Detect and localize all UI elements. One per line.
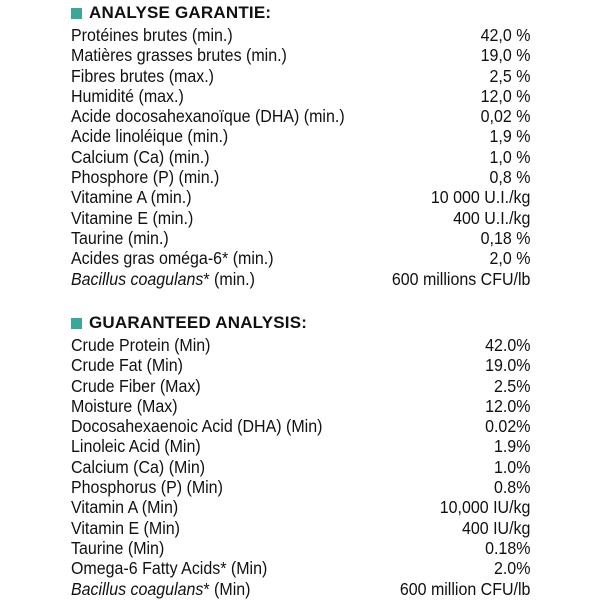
nutrient-value: 2.0%	[493, 558, 531, 579]
nutrient-label: Vitamin A (Min)	[71, 497, 179, 518]
nutrient-row	[71, 355, 530, 375]
nutrient-value: 1,9 %	[489, 126, 531, 147]
square-bullet-icon	[71, 8, 82, 19]
nutrient-value: 0,02 %	[480, 106, 531, 127]
nutrient-row	[71, 538, 530, 558]
nutrient-label: Acides gras oméga-6* (min.)	[71, 248, 274, 269]
nutrient-value: 400 IU/kg	[461, 517, 531, 538]
nutrient-row	[71, 106, 530, 126]
nutrient-value: 12,0 %	[480, 85, 531, 106]
nutrient-value: 2,5 %	[489, 65, 531, 86]
nutrient-value: 10 000 U.I./kg	[430, 187, 531, 208]
nutrient-value: 10,000 IU/kg	[439, 497, 531, 518]
nutrient-label: Moisture (Max)	[71, 395, 178, 416]
nutrient-label	[71, 269, 255, 289]
nutrient-label: Taurine (Min)	[71, 537, 165, 558]
nutrient-label: Crude Protein (Min)	[71, 335, 211, 355]
nutrient-value: 42.0%	[485, 335, 531, 355]
nutrient-row	[71, 45, 530, 65]
nutrient-label: Calcium (Ca) (Min)	[71, 456, 206, 477]
nutrient-row	[71, 126, 530, 146]
nutrient-value: 19.0%	[485, 355, 531, 376]
nutrient-row	[71, 208, 530, 228]
nutrient-value: 600 millions CFU/lb	[391, 268, 531, 289]
nutrient-row	[71, 248, 530, 268]
nutrient-label: Fibres brutes (max.)	[71, 65, 215, 86]
nutrient-label: Acide docosahexanoïque (DHA) (min.)	[71, 106, 345, 127]
nutrient-label: Vitamin E (Min)	[71, 517, 180, 538]
analyse-garantie-section	[71, 2, 531, 289]
nutrient-label	[71, 579, 250, 599]
nutrient-value: 1,0 %	[489, 146, 531, 167]
nutrient-value: 19,0 %	[480, 45, 531, 66]
nutrient-value: 0.02%	[485, 416, 531, 437]
nutrient-value: 600 million CFU/lb	[399, 578, 531, 599]
nutrient-row	[71, 436, 530, 456]
nutrient-label: Vitamine E (min.)	[71, 207, 194, 228]
nutrient-value: 2.5%	[493, 375, 531, 396]
nutrient-row	[71, 269, 530, 289]
nutrient-row	[71, 66, 530, 86]
nutrient-label-italic: Bacillus coagulans	[71, 578, 204, 599]
nutrient-row	[71, 497, 530, 517]
nutrient-row	[71, 457, 530, 477]
section-heading	[71, 2, 531, 24]
nutrient-label-italic: Bacillus coagulans	[71, 268, 204, 289]
nutrient-row	[71, 558, 530, 578]
nutrient-label: Matières grasses brutes (min.)	[71, 45, 287, 66]
nutrient-label: Docosahexaenoic Acid (DHA) (Min)	[71, 416, 323, 437]
nutrient-value: 0,18 %	[480, 227, 531, 248]
section-heading	[71, 312, 531, 334]
nutrient-label: Vitamine A (min.)	[71, 187, 192, 208]
nutrient-value: 0,8 %	[489, 167, 531, 188]
nutrient-label: Crude Fiber (Max)	[71, 375, 201, 396]
nutrient-list	[71, 335, 531, 599]
nutrient-label: Protéines brutes (min.)	[71, 25, 233, 45]
nutrient-value: 0.8%	[493, 477, 531, 498]
nutrient-value: 1.0%	[493, 456, 531, 477]
nutrient-row	[71, 416, 530, 436]
nutrient-row	[71, 579, 530, 599]
nutrient-row	[71, 25, 530, 45]
nutrient-label: Phosphore (P) (min.)	[71, 167, 220, 188]
nutrient-label: Linoleic Acid (Min)	[71, 436, 201, 457]
nutrient-row	[71, 376, 530, 396]
nutrient-value: 12.0%	[485, 395, 531, 416]
nutrient-label: Acide linoléique (min.)	[71, 126, 229, 147]
nutrient-row	[71, 187, 530, 207]
nutrient-row	[71, 167, 530, 187]
nutrient-row	[71, 396, 530, 416]
nutrient-row	[71, 518, 530, 538]
square-bullet-icon	[71, 318, 82, 329]
nutrient-value: 2,0 %	[489, 248, 531, 269]
nutrient-row	[71, 228, 530, 248]
nutrient-label: Omega-6 Fatty Acids* (Min)	[71, 558, 268, 579]
nutrient-row	[71, 477, 530, 497]
nutrient-value: 0.18%	[485, 537, 531, 558]
nutrient-label-rest: * (Min)	[203, 578, 251, 599]
nutrient-label: Calcium (Ca) (min.)	[71, 146, 210, 167]
heading-text: GUARANTEED ANALYSIS:	[89, 313, 308, 332]
nutrient-value: 42,0 %	[480, 25, 531, 45]
nutrient-label: Taurine (min.)	[71, 227, 169, 248]
guaranteed-analysis-section	[71, 312, 531, 599]
nutrient-value: 1.9%	[493, 436, 531, 457]
nutrient-label: Crude Fat (Min)	[71, 355, 183, 376]
nutrient-label: Phosphorus (P) (Min)	[71, 477, 223, 498]
nutrient-row	[71, 86, 530, 106]
heading-text: ANALYSE GARANTIE:	[89, 3, 272, 22]
nutrient-row	[71, 335, 530, 355]
nutrient-value: 400 U.I./kg	[453, 207, 531, 228]
nutrient-label-rest: * (min.)	[203, 268, 255, 289]
nutrient-label: Humidité (max.)	[71, 85, 184, 106]
nutrient-list	[71, 25, 531, 289]
nutrient-row	[71, 147, 530, 167]
